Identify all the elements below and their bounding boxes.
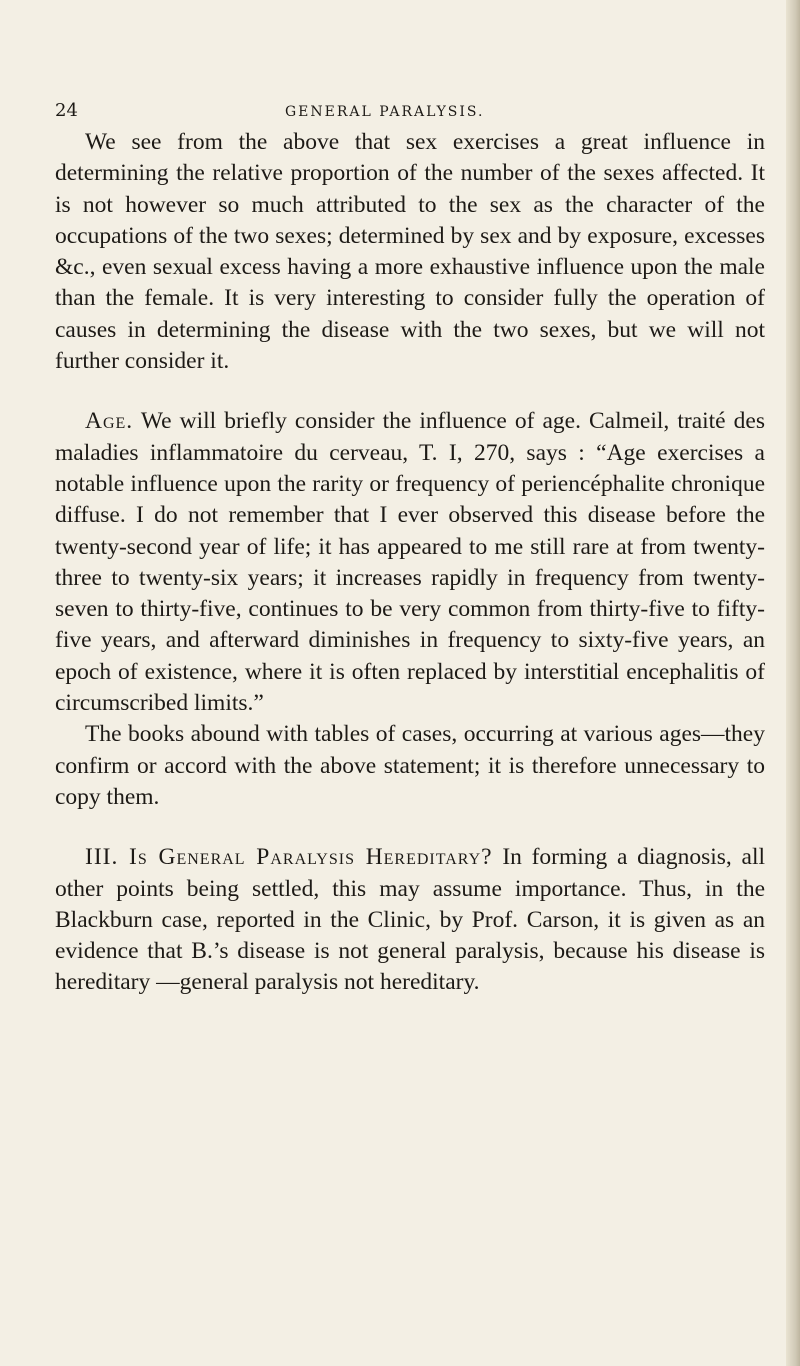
running-head: GENERAL PARALYSIS. — [285, 104, 485, 120]
paragraph-tables: The books abound with tables of cases, occurring at various ages—they confirm or accord with the above statement; it is therefore unnecessary to copy them. — [55, 721, 765, 810]
paragraph-hereditary-text: In forming a diagnosis, all other points being settled, this may assume importance. Thus, in the Blackburn case, reported in the Clinic, by Prof. Carson, it is given as an evidence that B.’s disease is not general paralysis, because his disease is hereditary —general paralysis not hereditary. — [55, 844, 766, 996]
section-heading-hereditary: III. Is General Paralysis Hereditary? — [85, 844, 493, 871]
page-number: 24 — [55, 100, 78, 121]
paragraph-age-text: We will briefly consider the influence of age. Calmeil, traité des maladies inflammatoire du cerveau, T. I, 270, says : “Age exercises a notable influence upon the rarity or frequency of periencéphalite chronique diffuse. I do not remember that I ever observed this disease before the twenty-second year of life; it has appeared to me still rare at from twenty-three to twenty-six years; it increases rapidly in frequency from twenty-seven to thirty-five, continues to be very common from thirty-five to fifty-five years, and afterward diminishes in frequency to sixty-five years, an epoch of existence, where it is often replaced by interstitial encephalitis of circumscribed limits.” — [55, 408, 765, 717]
paragraph-sex-influence: We see from the above that sex exercises a great influence in determining the relative proportion of the number of the sexes affected. It is not however so much attributed to the sex as the character of the occupations of the two sexes; determined by sex and by exposure, excesses &c., even sexual excess having a more exhaustive influence upon the male than the female. It is very interesting to consider fully the operation of causes in determining the disease with the two sexes, but we will not further consider it. — [55, 129, 765, 375]
page-edge — [786, 0, 800, 1366]
section-heading-age: Age. — [85, 408, 134, 435]
paragraph-hereditary — [55, 842, 765, 998]
body-text — [55, 127, 765, 999]
paragraph-age — [55, 406, 765, 719]
page-header — [55, 100, 760, 130]
